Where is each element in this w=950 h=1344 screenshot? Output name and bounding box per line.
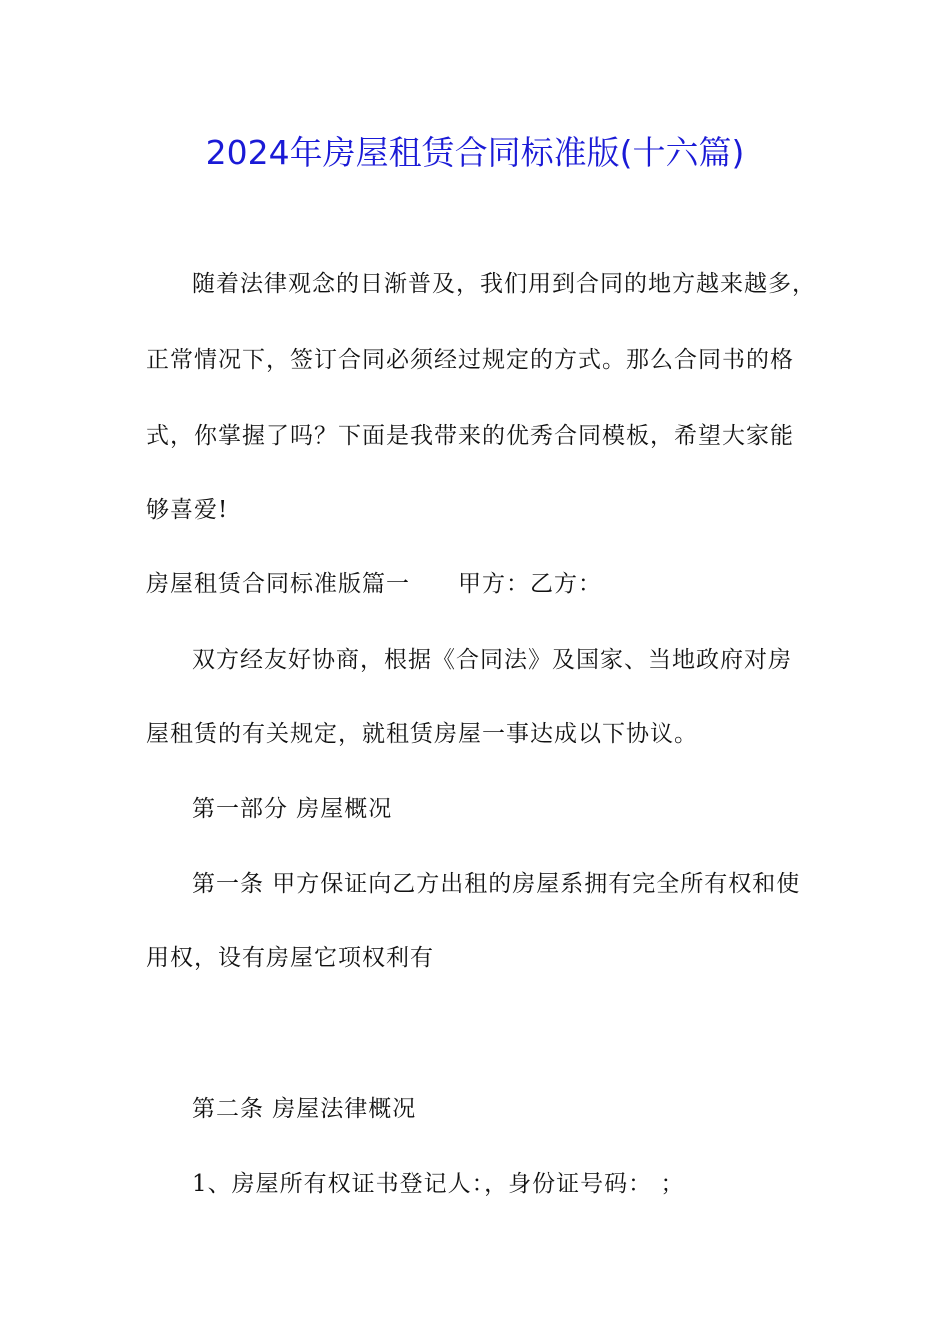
clause-line: 1、房屋所有权证书登记人：，身份证号码： ； [192,1171,685,1197]
part-heading: 第一部分 房屋概况 [192,796,393,822]
paragraph-line: 随着法律观念的日渐普及，我们用到合同的地方越来越多， [192,271,816,297]
article-line: 第一条 甲方保证向乙方出租的房屋系拥有完全所有权和使 [192,871,801,897]
article-line: 用权，设有房屋它项权利有 [146,945,434,971]
paragraph-line: 双方经友好协商，根据《合同法》及国家、当地政府对房 [192,647,792,673]
section-heading-line: 房屋租赁合同标准版篇一 甲方：乙方： [146,571,602,597]
document-title: 2024年房屋租赁合同标准版(十六篇) [205,133,745,172]
paragraph-line: 正常情况下，签订合同必须经过规定的方式。那么合同书的格 [146,347,794,373]
paragraph-line: 屋租赁的有关规定，就租赁房屋一事达成以下协议。 [146,721,698,747]
paragraph-line: 够喜爱! [146,497,229,523]
article-heading: 第二条 房屋法律概况 [192,1096,417,1122]
paragraph-line: 式，你掌握了吗？下面是我带来的优秀合同模板，希望大家能 [146,423,794,449]
